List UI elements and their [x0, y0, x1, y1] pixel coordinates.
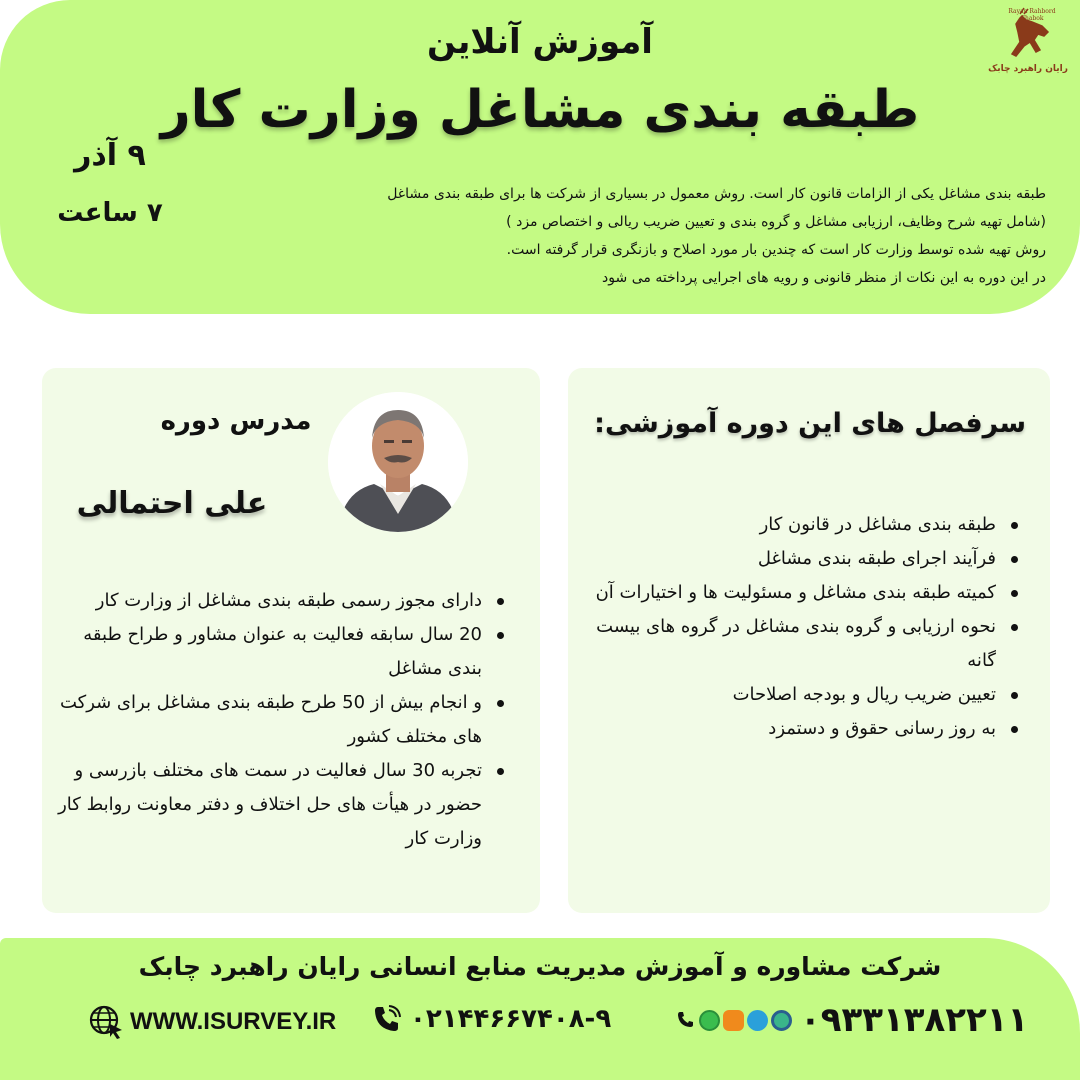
phone-icon: [372, 1004, 402, 1034]
list-item: طبقه بندی مشاغل در قانون کار: [588, 508, 1028, 542]
list-item: کمیته طبقه بندی مشاغل و مسئولیت ها و اختیارات آن: [588, 576, 1028, 610]
phone-call-icon: [676, 1010, 696, 1030]
company-name: شرکت مشاوره و آموزش مدیریت منابع انسانی رایان راهبرد چابک: [138, 952, 942, 981]
list-item: دارای مجوز رسمی طبقه بندی مشاغل از وزارت کار: [52, 584, 512, 618]
whatsapp-icon: [699, 1010, 720, 1031]
intro-line: (شامل تهیه شرح وظایف، ارزیابی مشاغل و گروه بندی و تعیین ضریب ریالی و اختصاص مزد ): [506, 214, 1046, 230]
list-item: و انجام بیش از 50 طرح طبقه بندی مشاغل برای شرکت های مختلف کشور: [52, 686, 512, 754]
intro-line: طبقه بندی مشاغل یکی از الزامات قانون کار است. روش معمول در بسیاری از شرکت ها برای طبقه بندی مشاغل: [387, 186, 1046, 202]
list-item: به روز رسانی حقوق و دستمزد: [588, 712, 1028, 746]
syllabus-list: [588, 508, 1028, 746]
mobile-text: ۰۹۳۳۱۳۸۲۲۱۱: [800, 1000, 1029, 1040]
instructor-name: علی احتمالی: [76, 486, 268, 521]
course-kicker: آموزش آنلاین: [427, 22, 653, 62]
globe-icon: [88, 1004, 124, 1040]
course-date: ۹ آذر: [74, 138, 146, 173]
list-item: تجربه 30 سال فعالیت در سمت های مختلف بازرسی و حضور در هیأت های حل اختلاف و دفتر معاونت روابط کار وزارت کار: [52, 754, 512, 856]
course-duration: ۷ ساعت: [57, 198, 163, 228]
list-item: تعیین ضریب ریال و بودجه اصلاحات: [588, 678, 1028, 712]
syllabus-card: [568, 368, 1050, 913]
landline-number[interactable]: [372, 1004, 611, 1034]
messenger-icons: [676, 1010, 792, 1031]
footer-banner: [0, 938, 1080, 1080]
landline-text: ۰۲۱۴۴۶۶۷۴۰۸-۹: [410, 1004, 612, 1034]
telegram-icon: [747, 1010, 768, 1031]
instructor-avatar: [328, 392, 468, 532]
eitaa-icon: [723, 1010, 744, 1031]
course-intro: [226, 180, 1046, 292]
website-text: WWW.ISURVEY.IR: [130, 1008, 337, 1035]
list-item: 20 سال سابقه فعالیت به عنوان مشاور و طراح طبقه بندی مشاغل: [52, 618, 512, 686]
person-photo-icon: [328, 392, 468, 532]
instructor-card: [42, 368, 540, 913]
instructor-bio-list: [52, 584, 512, 856]
website-link[interactable]: [88, 1004, 336, 1040]
logo-text: رایان راهبرد چابک: [988, 64, 1068, 74]
intro-line: روش تهیه شده توسط وزارت کار است که چندین بار مورد اصلاح و بازنگری قرار گرفته است.: [506, 242, 1046, 258]
bale-icon: [771, 1010, 792, 1031]
logo-latin-text: Rayan Rahbord Chabok: [1008, 8, 1056, 22]
course-title: طبقه بندی مشاغل وزارت کار: [160, 80, 920, 140]
intro-line: در این دوره به این نکات از منظر قانونی و رویه های اجرایی پرداخته می شود: [602, 270, 1046, 286]
contact-row: [0, 1000, 1080, 1044]
mobile-number[interactable]: [676, 1000, 1028, 1040]
syllabus-title: سرفصل های این دوره آموزشی:: [594, 408, 1026, 439]
list-item: نحوه ارزیابی و گروه بندی مشاغل در گروه های بیست گانه: [588, 610, 1028, 678]
instructor-label: مدرس دوره: [160, 406, 312, 436]
list-item: فرآیند اجرای طبقه بندی مشاغل: [588, 542, 1028, 576]
